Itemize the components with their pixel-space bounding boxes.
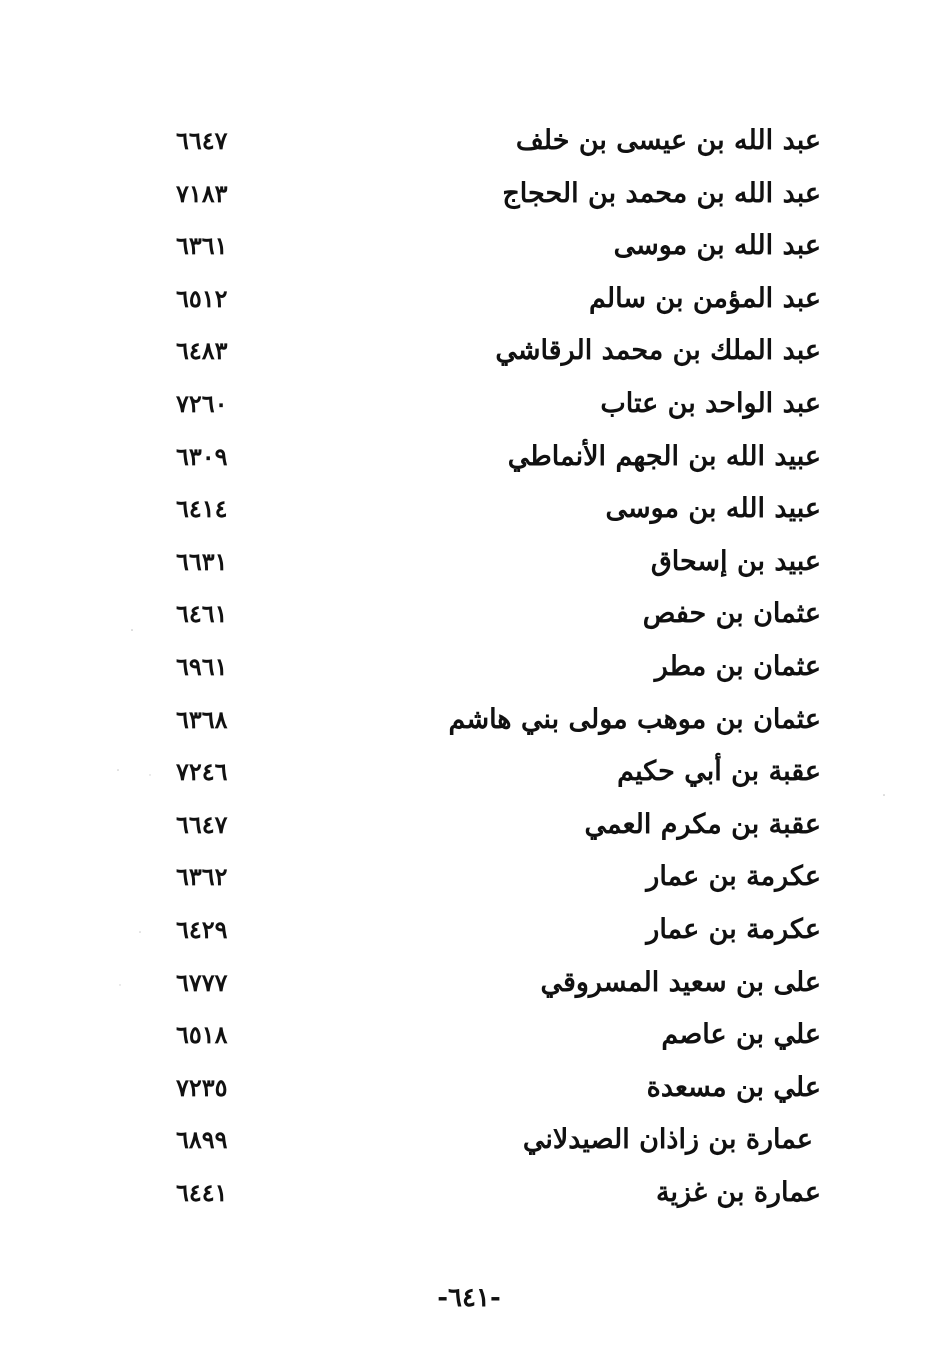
hadith-number: ٧٢٤٦	[176, 757, 228, 787]
hadith-number: ٦٣٦١	[176, 231, 228, 261]
narrator-name: عبد الله بن عيسى بن خلف	[515, 125, 821, 156]
hadith-number: ٦٤١٤	[176, 494, 228, 524]
narrator-name: عمارة بن زاذان الصيدلاني	[522, 1124, 813, 1156]
narrator-name: علي بن عاصم	[661, 1019, 821, 1051]
narrator-name: عقبة بن أبي حكيم	[617, 756, 821, 788]
narrator-name: عبد الملك بن محمد الرقاشي	[495, 335, 821, 367]
narrator-name: عمارة بن غزية	[655, 1176, 821, 1208]
narrator-name: عثمان بن حفص	[642, 598, 821, 630]
index-entry	[0, 904, 938, 957]
index-entry	[0, 799, 938, 852]
hadith-number: ٦٦٤٧	[176, 126, 228, 155]
index-entry	[0, 220, 938, 273]
hadith-number: ٧٢٦٠	[176, 388, 228, 418]
index-entry	[0, 536, 938, 589]
hadith-number: ٦٧٧٧	[176, 967, 228, 997]
narrator-name: عبد الله بن محمد بن الحجاج	[502, 177, 821, 209]
index-entry	[0, 1009, 938, 1062]
index-entry	[0, 694, 938, 747]
narrator-name: عثمان بن مطر	[654, 650, 821, 682]
index-entry	[0, 115, 938, 168]
index-entry	[0, 431, 938, 484]
hadith-number: ٦٨٩٩	[176, 1125, 228, 1155]
narrator-name: عبد المؤمن بن سالم	[588, 282, 821, 314]
index-entry	[0, 641, 938, 694]
hadith-number: ٦٥١٢	[176, 283, 228, 313]
narrator-name: على بن سعيد المسروقي	[540, 966, 821, 998]
index-entry	[0, 273, 938, 326]
index-entry	[0, 1167, 938, 1220]
hadith-number: ٦٤٨٣	[176, 336, 228, 366]
index-entry	[0, 1062, 938, 1115]
hadith-number: ٦٤٢٩	[176, 914, 228, 944]
narrator-name: علي بن مسعدة	[646, 1071, 821, 1103]
narrator-name: عكرمة بن عمار	[646, 913, 821, 945]
hadith-number: ٦٥١٨	[176, 1020, 228, 1050]
narrator-name: عبيد بن إسحاق	[650, 545, 821, 577]
index-entry	[0, 378, 938, 431]
narrator-name: عبد الله بن موسى	[613, 230, 821, 262]
page-number: -٦٤١-	[437, 1283, 501, 1313]
hadith-number: ٧١٨٣	[176, 178, 228, 208]
hadith-number: ٦٦٤٧	[176, 809, 228, 839]
narrator-name: عبد الواحد بن عتاب	[600, 387, 821, 419]
hadith-number: ٦٣٦٨	[176, 704, 228, 734]
index-list	[0, 115, 938, 1219]
index-entry	[0, 1114, 938, 1167]
index-entry	[0, 325, 938, 378]
hadith-number: ٦٤٦١	[176, 599, 228, 629]
hadith-number: ٦٦٣١	[176, 546, 228, 576]
hadith-number: ٦٩٦١	[176, 651, 228, 681]
index-entry	[0, 746, 938, 799]
narrator-name: عقبة بن مكرم العمي	[584, 808, 821, 840]
narrator-name: عثمان بن موهب مولى بني هاشم	[448, 703, 821, 735]
narrator-name: عبيد الله بن موسى	[605, 493, 821, 525]
hadith-number: ٦٤٤١	[176, 1177, 228, 1207]
index-entry	[0, 588, 938, 641]
hadith-number: ٦٣٠٩	[176, 441, 228, 471]
hadith-number: ٧٢٣٥	[176, 1072, 228, 1102]
narrator-name: عبيد الله بن الجهم الأنماطي	[507, 440, 821, 472]
index-entry	[0, 168, 938, 221]
index-entry	[0, 483, 938, 536]
index-entry	[0, 957, 938, 1010]
hadith-number: ٦٣٦٢	[176, 862, 228, 892]
index-entry	[0, 851, 938, 904]
narrator-name: عكرمة بن عمار	[646, 861, 821, 893]
